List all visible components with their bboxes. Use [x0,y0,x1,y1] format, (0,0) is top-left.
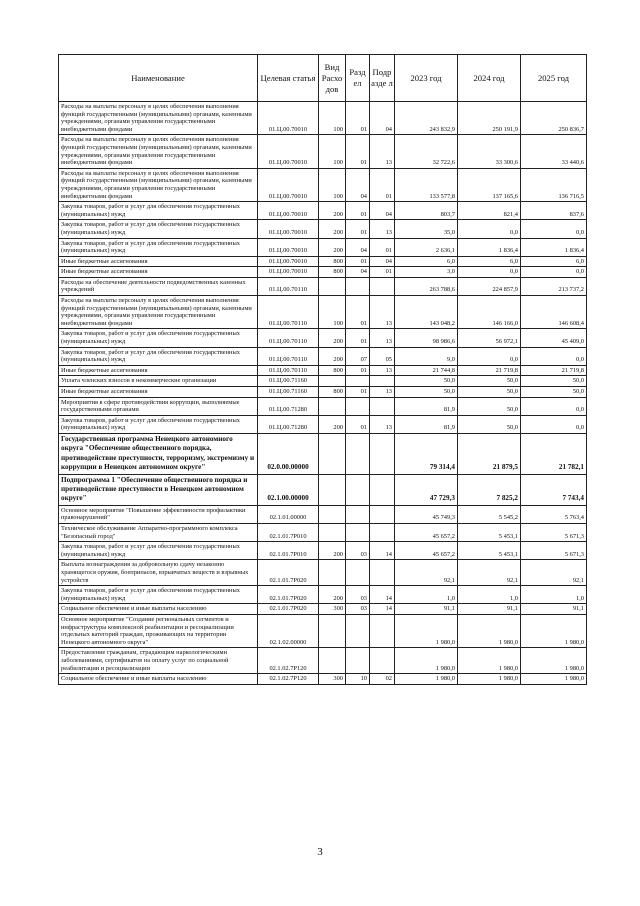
row-expense-type: 200 [319,347,346,365]
row-target-code: 02.1.00.00000 [258,474,319,505]
row-section [346,397,370,415]
row-amount-2025: 213 737,2 [521,277,587,295]
row-amount-2025: 7 743,4 [521,474,587,505]
row-amount-2023: 81,9 [395,397,458,415]
row-target-code: 01.Ц.00.71280 [258,397,319,415]
row-section: 01 [346,102,370,135]
row-target-code: 01.Ц.00.70110 [258,347,319,365]
row-subsection: 13 [370,296,395,329]
row-subsection: 05 [370,347,395,365]
row-subsection: 01 [370,238,395,256]
row-amount-2024: 21 879,5 [458,433,521,474]
table-row [59,376,587,387]
row-amount-2024: 0,0 [458,267,521,278]
row-target-code: 01.Ц.00.70110 [258,296,319,329]
row-subsection: 01 [370,267,395,278]
row-section: 01 [346,202,370,220]
row-subsection [370,560,395,586]
row-target-code: 01.Ц.00.71160 [258,376,319,387]
row-name: Государственная программа Ненецкого автономного округа "Обеспечение общественного порядка, противодействие преступности, терроризму, экстремизму и коррупции в Ненецком автономном округе" [59,433,258,474]
row-amount-2024: 6,0 [458,256,521,267]
row-subsection [370,614,395,647]
row-subsection: 14 [370,586,395,604]
row-name: Основное мероприятие "Создание региональных сегментов и инфраструктуры комплексной реабилитации и ресоциализации отдельных категорий граждан, проживающих на территории Ненецкого автономного округа" [59,614,258,647]
row-amount-2024: 1,0 [458,586,521,604]
row-target-code: 01.Ц.00.70110 [258,277,319,295]
row-name: Закупка товаров, работ и услуг для обеспечения государственных (муниципальных) нужд [59,238,258,256]
row-target-code: 02.1.01.7Р020 [258,560,319,586]
row-expense-type: 300 [319,674,346,685]
row-amount-2025: 250 836,7 [521,102,587,135]
row-name: Уплата членских взносов в некоммерческие организации [59,376,258,387]
row-section: 04 [346,168,370,201]
row-expense-type: 200 [319,415,346,433]
table-row [59,347,587,365]
row-amount-2024: 56 972,1 [458,329,521,347]
row-amount-2023: 133 577,8 [395,168,458,201]
row-amount-2025: 837,6 [521,202,587,220]
row-name: Закупка товаров, работ и услуг для обеспечения государственных (муниципальных) нужд [59,542,258,560]
row-amount-2025: 1 980,0 [521,614,587,647]
row-amount-2023: 50,0 [395,376,458,387]
row-expense-type [319,397,346,415]
row-target-code: 01.Ц.00.70010 [258,168,319,201]
row-amount-2023: 1 980,0 [395,648,458,674]
header-year-2025: 2025 год [521,55,587,102]
row-subsection [370,505,395,523]
table-row [59,542,587,560]
row-expense-type [319,524,346,542]
row-section: 01 [346,365,370,376]
row-amount-2023: 45 749,3 [395,505,458,523]
row-expense-type [319,648,346,674]
row-amount-2025: 5 671,3 [521,542,587,560]
row-amount-2025: 5 671,3 [521,524,587,542]
row-subsection: 13 [370,387,395,398]
table-row [59,397,587,415]
row-amount-2024: 1 980,0 [458,648,521,674]
row-expense-type: 800 [319,387,346,398]
row-expense-type: 100 [319,296,346,329]
page-number: 3 [317,846,323,858]
row-target-code: 01.Ц.00.70010 [258,267,319,278]
row-amount-2023: 3,0 [395,267,458,278]
row-subsection: 14 [370,604,395,615]
row-subsection: 01 [370,168,395,201]
row-expense-type: 200 [319,542,346,560]
row-expense-type [319,560,346,586]
row-name: Закупка товаров, работ и услуг для обеспечения государственных (муниципальных) нужд [59,586,258,604]
row-amount-2023: 1 980,0 [395,674,458,685]
row-expense-type: 100 [319,135,346,168]
row-section: 01 [346,220,370,238]
row-section [346,277,370,295]
header-target: Целевая статья [258,55,319,102]
table-row [59,238,587,256]
row-amount-2023: 263 788,6 [395,277,458,295]
row-expense-type: 800 [319,256,346,267]
table-row [59,296,587,329]
row-subsection: 13 [370,135,395,168]
row-subsection [370,397,395,415]
row-expense-type: 100 [319,102,346,135]
table-row [59,648,587,674]
table-row [59,256,587,267]
row-amount-2023: 92,1 [395,560,458,586]
row-amount-2024: 92,1 [458,560,521,586]
table-row [59,220,587,238]
row-expense-type: 800 [319,365,346,376]
row-amount-2023: 2 636,1 [395,238,458,256]
table-row [59,387,587,398]
row-name: Подпрограмма 1 "Обеспечение общественного порядка и противодействие преступности в Ненецком автономном округе" [59,474,258,505]
table-row [59,674,587,685]
header-year-2024: 2024 год [458,55,521,102]
row-section: 01 [346,415,370,433]
row-amount-2025: 0,0 [521,347,587,365]
row-amount-2023: 143 048,2 [395,296,458,329]
table-row [59,135,587,168]
row-name: Предоставление гражданам, страдающим наркологическими заболеваниями, сертификатов на оплату услуг по социальной реабилитации и ресоциализации [59,648,258,674]
table-row [59,604,587,615]
row-name: Мероприятия в сфере противодействия коррупции, выполняемые государственными органами [59,397,258,415]
row-subsection: 04 [370,102,395,135]
row-amount-2024: 250 191,9 [458,102,521,135]
row-amount-2023: 45 657,2 [395,524,458,542]
row-amount-2024: 33 300,6 [458,135,521,168]
table-row [59,415,587,433]
row-amount-2024: 5 545,2 [458,505,521,523]
row-amount-2023: 6,0 [395,256,458,267]
row-section: 03 [346,542,370,560]
row-name: Закупка товаров, работ и услуг для обеспечения государственных (муниципальных) нужд [59,202,258,220]
row-amount-2023: 81,9 [395,415,458,433]
table-row [59,202,587,220]
table-header [59,55,587,102]
row-name: Расходы на выплаты персоналу в целях обеспечения выполнения функций государственными (муниципальными) органами, казенными учреждениями, органами управления государственными внебюджетными фондами [59,296,258,329]
row-subsection [370,524,395,542]
row-amount-2023: 35,0 [395,220,458,238]
row-subsection: 04 [370,256,395,267]
row-amount-2025: 146 608,4 [521,296,587,329]
row-name: Расходы на выплаты персоналу в целях обеспечения выполнения функций государственными (муниципальными) органами, казенными учреждениями, органами управления государственными внебюджетными фондами [59,102,258,135]
row-amount-2023: 1,0 [395,586,458,604]
row-amount-2023: 1 980,0 [395,614,458,647]
row-section: 07 [346,347,370,365]
row-amount-2024: 1 980,0 [458,614,521,647]
row-name: Расходы на выплаты персоналу в целях обеспечения выполнения функций государственными (муниципальными) органами, казенными учреждениями, органами управления государственными внебюджетными фондами [59,135,258,168]
row-name: Техническое обслуживание Аппаратно-программного комплекса "Безопасный город" [59,524,258,542]
row-section [346,614,370,647]
row-target-code: 01.Ц.00.70010 [258,102,319,135]
row-expense-type [319,505,346,523]
row-expense-type: 200 [319,202,346,220]
row-subsection: 02 [370,674,395,685]
row-expense-type: 800 [319,267,346,278]
row-amount-2023: 32 722,6 [395,135,458,168]
table-row [59,329,587,347]
row-target-code: 01.Ц.00.71280 [258,415,319,433]
table-row [59,524,587,542]
row-amount-2024: 137 165,6 [458,168,521,201]
row-expense-type [319,376,346,387]
row-section: 01 [346,256,370,267]
row-section [346,376,370,387]
row-amount-2023: 98 986,6 [395,329,458,347]
row-amount-2024: 50,0 [458,376,521,387]
row-section [346,524,370,542]
row-name: Расходы на обеспечение деятельности подведомственных казенных учреждений [59,277,258,295]
budget-table [58,54,587,685]
row-section: 03 [346,586,370,604]
row-target-code: 02.1.02.00000 [258,614,319,647]
row-amount-2025: 21 719,8 [521,365,587,376]
row-amount-2024: 91,1 [458,604,521,615]
header-section: Разд ел [346,55,370,102]
header-year-2023: 2023 год [395,55,458,102]
row-expense-type: 200 [319,238,346,256]
row-amount-2024: 50,0 [458,397,521,415]
row-amount-2024: 7 825,2 [458,474,521,505]
row-amount-2025: 1 980,0 [521,648,587,674]
row-target-code: 02.1.02.7Р120 [258,674,319,685]
row-name: Выплата вознаграждения за добровольную сдачу незаконно хранящегося оружия, боеприпасов, взрывчатых веществ и взрывных устройств [59,560,258,586]
row-amount-2025: 33 440,6 [521,135,587,168]
row-target-code: 01.Ц.00.70110 [258,365,319,376]
row-name: Социальное обеспечение и иные выплаты населению [59,674,258,685]
row-amount-2023: 21 744,8 [395,365,458,376]
row-target-code: 02.1.02.7Р120 [258,648,319,674]
table-row [59,586,587,604]
row-amount-2024: 1 836,4 [458,238,521,256]
row-amount-2024: 821,4 [458,202,521,220]
row-amount-2024: 5 453,1 [458,524,521,542]
row-target-code: 02.1.01.7Р020 [258,586,319,604]
table-row [59,560,587,586]
row-subsection [370,376,395,387]
row-name: Иные бюджетные ассигнования [59,256,258,267]
row-target-code: 01.Ц.00.70010 [258,220,319,238]
row-section [346,474,370,505]
row-amount-2024: 50,0 [458,415,521,433]
row-subsection: 13 [370,329,395,347]
budget-sheet [58,54,586,685]
table-row [59,277,587,295]
row-subsection: 13 [370,365,395,376]
row-expense-type: 100 [319,168,346,201]
table-row [59,102,587,135]
row-subsection [370,474,395,505]
row-amount-2023: 803,7 [395,202,458,220]
row-name: Основное мероприятие "Повышение эффективности профилактики правонарушений" [59,505,258,523]
row-section: 03 [346,604,370,615]
row-amount-2025: 5 763,4 [521,505,587,523]
table-body [59,102,587,685]
row-amount-2024: 50,0 [458,387,521,398]
row-target-code: 02.1.01.7Р010 [258,542,319,560]
row-expense-type [319,614,346,647]
row-target-code: 01.Ц.00.70010 [258,238,319,256]
table-row [59,474,587,505]
row-amount-2024: 224 857,9 [458,277,521,295]
row-amount-2025: 6,0 [521,256,587,267]
row-amount-2023: 45 657,2 [395,542,458,560]
row-amount-2025: 0,0 [521,397,587,415]
row-amount-2025: 50,0 [521,387,587,398]
row-amount-2025: 0,0 [521,415,587,433]
row-target-code: 01.Ц.00.70010 [258,202,319,220]
row-target-code: 01.Ц.00.70010 [258,135,319,168]
row-name: Иные бюджетные ассигнования [59,267,258,278]
row-amount-2024: 146 166,0 [458,296,521,329]
row-expense-type: 300 [319,604,346,615]
row-amount-2023: 91,1 [395,604,458,615]
row-expense-type [319,433,346,474]
table-row [59,168,587,201]
row-target-code: 01.Ц.00.71160 [258,387,319,398]
row-name: Закупка товаров, работ и услуг для обеспечения государственных (муниципальных) нужд [59,347,258,365]
row-target-code: 02.1.01.00000 [258,505,319,523]
row-name: Закупка товаров, работ и услуг для обеспечения государственных (муниципальных) нужд [59,415,258,433]
row-amount-2025: 1 836,4 [521,238,587,256]
row-expense-type: 200 [319,220,346,238]
table-row [59,267,587,278]
row-section [346,505,370,523]
row-amount-2023: 243 832,9 [395,102,458,135]
table-row [59,505,587,523]
row-amount-2025: 21 782,1 [521,433,587,474]
row-section [346,648,370,674]
row-subsection: 13 [370,220,395,238]
row-subsection [370,433,395,474]
row-section: 10 [346,674,370,685]
row-amount-2025: 1,0 [521,586,587,604]
row-section: 04 [346,267,370,278]
row-expense-type [319,277,346,295]
header-name: Наименование [59,55,258,102]
row-amount-2024: 1 980,0 [458,674,521,685]
row-section [346,560,370,586]
row-target-code: 01.Ц.00.70010 [258,256,319,267]
row-amount-2024: 0,0 [458,220,521,238]
row-amount-2025: 92,1 [521,560,587,586]
row-section: 01 [346,387,370,398]
header-expense-type: Вид Расхо дов [319,55,346,102]
table-row [59,433,587,474]
row-target-code: 02.0.00.00000 [258,433,319,474]
row-section: 01 [346,296,370,329]
row-amount-2024: 21 719,8 [458,365,521,376]
row-amount-2025: 0,0 [521,267,587,278]
row-section: 01 [346,329,370,347]
row-expense-type: 200 [319,329,346,347]
row-amount-2025: 50,0 [521,376,587,387]
row-name: Расходы на выплаты персоналу в целях обеспечения выполнения функций государственными (муниципальными) органами, казенными учреждениями, органами управления государственными внебюджетными фондами [59,168,258,201]
row-amount-2025: 91,1 [521,604,587,615]
row-amount-2023: 50,0 [395,387,458,398]
row-amount-2024: 0,0 [458,347,521,365]
row-expense-type [319,474,346,505]
row-subsection [370,648,395,674]
row-section: 01 [346,135,370,168]
row-amount-2025: 136 716,5 [521,168,587,201]
row-target-code: 01.Ц.00.70110 [258,329,319,347]
row-subsection: 13 [370,415,395,433]
row-amount-2023: 9,0 [395,347,458,365]
table-row [59,614,587,647]
table-row [59,365,587,376]
row-subsection: 14 [370,542,395,560]
row-name: Социальное обеспечение и иные выплаты населению [59,604,258,615]
row-amount-2025: 0,0 [521,220,587,238]
row-amount-2025: 1 980,0 [521,674,587,685]
row-target-code: 02.1.01.7Р020 [258,604,319,615]
row-expense-type: 200 [319,586,346,604]
row-amount-2023: 47 729,3 [395,474,458,505]
header-subsection: Подр азде л [370,55,395,102]
row-amount-2024: 5 453,1 [458,542,521,560]
row-section: 04 [346,238,370,256]
row-amount-2023: 79 314,4 [395,433,458,474]
row-subsection: 04 [370,202,395,220]
row-target-code: 02.1.01.7Р010 [258,524,319,542]
row-section [346,433,370,474]
row-subsection [370,277,395,295]
row-name: Закупка товаров, работ и услуг для обеспечения государственных (муниципальных) нужд [59,220,258,238]
row-name: Иные бюджетные ассигнования [59,365,258,376]
row-name: Иные бюджетные ассигнования [59,387,258,398]
row-name: Закупка товаров, работ и услуг для обеспечения государственных (муниципальных) нужд [59,329,258,347]
row-amount-2025: 45 409,0 [521,329,587,347]
